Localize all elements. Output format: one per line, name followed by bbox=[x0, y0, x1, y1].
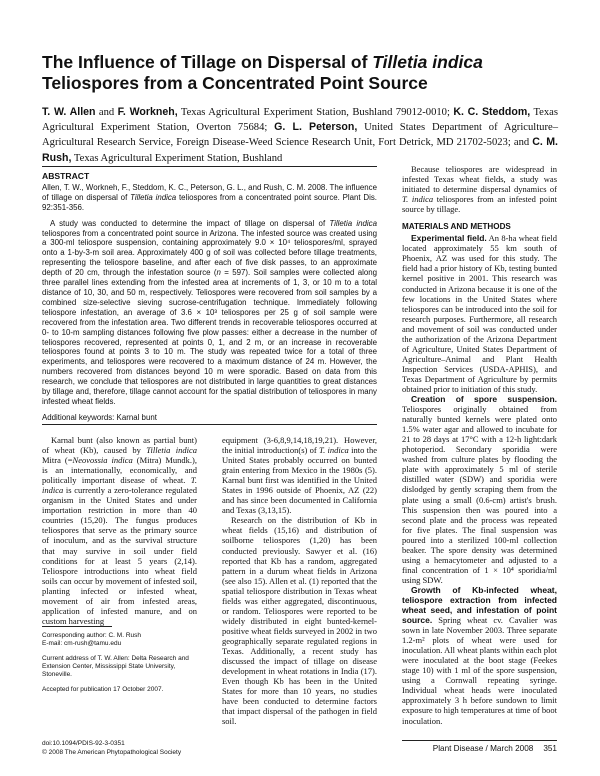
text: Mitra (= bbox=[42, 455, 73, 466]
paragraph bbox=[402, 233, 557, 394]
text: An 8-ha wheat field located approximately 55 km south of Phoenix, AZ was used for this study. The field had a prior history of Kb, testing bunted kernel positive in 2001. This research was conducted in Arizona because it is one of the few locations in the United States where teliospores can be introduced into the soil for research purposes. Furthermore, all research and movement of soil was conducted under the authorization of the Arizona Department of Agriculture, United States Department of Agriculture–Animal and Plant Health Inspection Services (USDA-APHIS), and Texas Department of Agriculture by permits obtained prior to initiation of this study. bbox=[402, 233, 557, 394]
section-heading-methods: MATERIALS AND METHODS bbox=[402, 222, 511, 232]
text: Teliospores originally obtained from naturally bunted kernels were plated onto 1.5% water agar and allowed to incubate for 21 to 28 days at 17°C with a 12-h light:dark photoperiod. Secondary sporidia were washed from culture plates by flooding the plate with approximately 5 ml of sterile distilled water (SDW) and sporidia were dislodged by gently scraping them from the plate using a small (0.6-cm) artist's brush. This suspension then was poured into a second plate and the process was repeated for five plates. The final suspension was poured into a sterilized 100-ml collection beaker. The spore density was determined using a hemacytometer and adjusted to a final concentration of 1 × 10⁴ sporidia/ml using SDW. bbox=[402, 404, 557, 585]
current-address: Current address of T. W. Allen: Delta Research and Extension Center, Mississippi State University, Stoneville. bbox=[42, 655, 189, 678]
text: equipment (3-6,8,9,14,18,19,21). However, the initial introduction(s) of bbox=[222, 435, 377, 456]
citation-text: Allen, T. W., Workneh, F., Steddom, K. C., Peterson, G. L., and Rush, C. M. 2008. The influence of tillage on dispersal of bbox=[42, 182, 377, 202]
species-name: T. indica bbox=[402, 194, 434, 205]
abstract-n: n bbox=[216, 268, 221, 278]
accepted-date: Accepted for publication 17 October 2007. bbox=[42, 686, 164, 693]
author-name: C. M. Rush, bbox=[42, 136, 558, 164]
abstract-body bbox=[42, 219, 377, 407]
body-column-2 bbox=[222, 435, 377, 726]
abstract-heading: ABSTRACT bbox=[42, 171, 90, 181]
citation-text: teliospores from a concentrated point source. Plant Dis. 92:351-356. bbox=[42, 192, 377, 212]
body-column-3 bbox=[402, 164, 557, 726]
author-affiliation: Texas Agricultural Experiment Station, Overton 75684; bbox=[42, 107, 558, 134]
journal-issue: Plant Disease / March 2008 bbox=[432, 744, 534, 753]
title-part-2: Teliospores from a Concentrated Point Source bbox=[42, 73, 428, 93]
paragraph bbox=[402, 394, 557, 585]
text: teliospores from an infested point source by tillage. bbox=[402, 194, 557, 215]
footer-rule bbox=[402, 740, 557, 741]
text: into the United States probably occurred on bunted grain entering from Mexico in the 1980s (5). Karnal bunt first was identified in the United States in 1996 outside of Phoenix, AZ (22) and has since been documented in California and Texas (3,13,15). bbox=[222, 445, 378, 516]
author-name: K. C. Steddom, bbox=[453, 106, 531, 118]
abstract-top-rule bbox=[42, 166, 377, 167]
running-footer bbox=[402, 744, 557, 753]
abstract-citation bbox=[42, 183, 377, 213]
abstract-bottom-rule bbox=[42, 424, 377, 425]
species-name: T. indica bbox=[319, 445, 349, 456]
abstract-text: = 597). Soil samples were collected along three parallel lines extending from the infested area at increments of 1, 3, or 10 m to a total distance of 10, 30, and 50 m, respectively. Teliospores were recovered from soil samples by a combined size-selective sieving sucrose-centrifugation technique. Immediately following teliospore infestation, an average of 3.6 × 10³ teliospores per 25 g of soil sample were recovered from the infestation area. Two different trends in recoverable teliospores occurred at 0- to 10-m sampling distances following five plow passes: either a decrease in the number of teliospores recovered, represented at points 0, 1, and 2 m, or an increase in recoverable teliospores found at points 3 to 10 m. The study was repeated twice for a total of three experiments, and teliospores were recovered to a maximum distance of 24 m. However, the numbers recovered from distances beyond 10 m were sporadic. Based on data from this research, we conclude that teliospores are not distributed in large quantities to great distances by tillage and, therefore, tillage cannot account for the spatial distribution of teliospores in many infested wheat fields. bbox=[42, 268, 377, 406]
abstract bbox=[42, 172, 377, 429]
title-part-1: The Influence of Tillage on Dispersal of bbox=[42, 52, 373, 72]
corresponding-author bbox=[42, 632, 202, 648]
author-affiliation: United States Department of Agriculture–Agricultural Research Service, Foreign Disease-Weed Science Research Unit, Fort Detrick, MD 21702-5023; and bbox=[42, 122, 558, 149]
author-block bbox=[42, 105, 558, 166]
text: (Mitra) Mundk.), is an internationally, economically, and politically important disease of wheat. bbox=[42, 455, 197, 486]
article-title bbox=[42, 52, 542, 94]
subheading: Creation of spore suspension. bbox=[411, 394, 557, 405]
abstract-keywords: Additional keywords: Karnal bunt bbox=[42, 412, 157, 422]
citation-species: Tilletia indica bbox=[130, 192, 177, 202]
email-link[interactable]: E-mail: cm-rush@tamu.edu bbox=[42, 640, 122, 647]
paragraph bbox=[222, 435, 377, 515]
doi-block bbox=[42, 740, 242, 757]
subheading: Growth of Kb-infected wheat, teliospore extraction from infected wheat seed, and infestation of point source. bbox=[402, 584, 557, 626]
paragraph bbox=[402, 585, 557, 726]
copyright: © 2008 The American Phytopathological Society bbox=[42, 748, 182, 756]
doi-link[interactable]: doi:10.1094/PDIS-92-3-0351 bbox=[42, 740, 125, 747]
abstract-text: teliospores from a concentrated point source in Arizona. The infested source was created using a 300-ml teliospore suspension, containing approximately 9.0 × 10⁴ teliospores/ml, sprayed onto a 1-by-3-m soil area. Approximately 400 g of soil was collected before tillage treatments, representing the teliospore baseline, and after each of five disk passes, to an approximate depth of 20 cm, through the infestation source ( bbox=[42, 228, 377, 278]
footnotes bbox=[42, 632, 202, 701]
abstract-text: A study was conducted to determine the impact of tillage on dispersal of bbox=[50, 218, 330, 228]
body-column-1 bbox=[42, 435, 197, 626]
author-affiliation: Texas Agricultural Experiment Station, Bushland bbox=[71, 152, 283, 164]
author-name: T. W. Allen bbox=[42, 106, 96, 118]
text: Spring wheat cv. Cavalier was sown in late November 2003. Three separate 1.2-m² plots of wheat were used for inoculation. All wheat plants within each plot were inoculated at the boot stage (Feekes stage 10) with 1 ml of the spore suspension, using a Cornwall repeating syringe. Individual wheat heads were inoculated approximately 3 h before sundown to limit exposure to high temperatures at time of boot inoculation. bbox=[402, 615, 557, 726]
subheading: Experimental field. bbox=[411, 233, 487, 244]
species-name: Tilletia indica bbox=[146, 445, 197, 456]
species-name: Neovossia indica bbox=[72, 455, 133, 466]
abstract-species: Tilletia indica bbox=[329, 218, 377, 228]
author-name: G. L. Peterson, bbox=[274, 121, 358, 134]
author-name: F. Workneh, bbox=[117, 106, 178, 118]
page-number: 351 bbox=[543, 744, 557, 753]
species-name: T. indica bbox=[42, 475, 197, 496]
text: Because teliospores are widespread in infested Texas wheat fields, a study was initiated to determine dispersal dynamics of bbox=[402, 164, 557, 195]
author-separator: and bbox=[95, 107, 118, 118]
text: Karnal bunt (also known as partial bunt) of wheat (Kb), caused by bbox=[42, 435, 197, 456]
footnote-rule bbox=[42, 626, 112, 627]
text: is currently a zero-tolerance regulated organism in the United States and under importation restriction in more than 40 countries (15,20). The fungus produces teliospores that serve as the primary source of inoculum, and as the survival structure that may survive in soil under field conditions for at least 5 years (2,14). Teliospore introductions into wheat field soils can occur by movement of infested soil, planting infected or infested wheat, movement of air from infested areas, application of infested manure, and on custom harvesting bbox=[42, 485, 197, 626]
title-species: Tilletia indica bbox=[372, 52, 483, 72]
paragraph bbox=[402, 164, 557, 214]
author-affiliation: Texas Agricultural Experiment Station, Bushland 79012-0010; bbox=[177, 107, 454, 118]
paragraph: Research on the distribution of Kb in wheat fields (15,16) and distribution of soilborne teliospores (1,20) has been conducted previously. Sawyer et al. (16) reported that Kb has a random, aggregated pattern in a durum wheat fields in Arizona (see also 15). Allen et al. (1) reported that the spatial teliospore distribution in Texas wheat fields was either aggregated, discontinuous, or random. Teliospores were reported to be widely distributed in eight bunted-kernel-positive wheat fields surveyed in 2002 in two geographically separate regulated regions in Texas. Additionally, a recent study has discussed the impact of tillage on disease development in wheat rotations in India (17). Even though Kb has been in the United States for more than 10 years, no studies have been conducted to determine factors that impact dispersal of the pathogen in field soil. bbox=[222, 515, 377, 727]
paragraph bbox=[42, 435, 197, 626]
corresponding-author-text: Corresponding author: C. M. Rush bbox=[42, 632, 141, 639]
